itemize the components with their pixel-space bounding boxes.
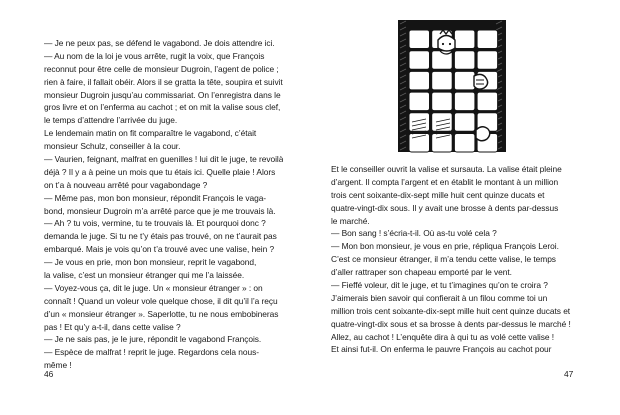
window-pane <box>409 51 430 69</box>
text-line: — Je vous en prie, mon bon monsieur, reprit le vagabond, <box>44 257 257 268</box>
text-line: trois cent soixante-dix-sept mille huit cent quinze ducats et <box>331 189 545 200</box>
text-line: — Bon sang ! s’écria-t-il. Où as-tu volé cela ? <box>331 228 497 239</box>
text-line: — Mon bon monsieur, je vous en prie, répliqua François Leroi. <box>331 241 559 252</box>
text-line: on t’a à nouveau arrêté pour vagabondage ? <box>44 179 208 190</box>
text-line: million trois cent soixante-dix-sept mille huit cent quinze ducats et <box>331 305 571 316</box>
window-pane <box>454 71 475 90</box>
window-pane <box>432 134 453 153</box>
text-line: d’un « monsieur étranger ». Saperlotte, tu ne nous embobineras <box>44 308 279 319</box>
window-pane <box>454 134 475 153</box>
window-pane <box>409 71 430 90</box>
window-pane <box>454 30 475 49</box>
text-line: Allez, au cachot ! L’enquête dira à qui tu as volé cette valise ! <box>331 331 555 342</box>
page-number-right: 47 <box>564 369 574 379</box>
prisoner-eye <box>442 43 444 45</box>
text-line: quatre-vingt-dix sous et sa brosse à dents par-dessus le marché ! <box>331 318 571 329</box>
text-line: gros livre et on l’enferma au cachot ; et on mit la valise sous clef, <box>44 102 281 113</box>
text-line: la valise, c’est un monsieur étranger qui me l’a laissée. <box>44 270 245 281</box>
text-line: demanda le juge. Si tu ne t’y étais pas trouvé, on ne t’aurait pas <box>44 231 277 242</box>
prisoner-head <box>438 36 455 52</box>
text-line: le marché. <box>331 215 370 226</box>
text-line: — Fieffé voleur, dit le juge, et tu t’imagines qu’on te croira ? <box>331 280 548 291</box>
text-line: — Voyez-vous ça, dit le juge. Un « monsieur étranger » : on <box>44 282 263 293</box>
window-pane <box>454 92 475 111</box>
text-line: — Vaurien, feignant, malfrat en guenilles ! lui dit le juge, te revoilà <box>44 154 284 165</box>
text-line: — Je ne peux pas, se défend le vagabond. Je dois attendre ici. <box>44 38 275 48</box>
window-pane <box>454 113 475 132</box>
text-line: Et le conseiller ouvrit la valise et sursauta. La valise était pleine <box>331 164 562 174</box>
text-line: bond, monsieur Dugroin m’a arrêté parce que je me trouvais là. <box>44 205 276 216</box>
text-line: — Même pas, mon bon monsieur, répondit François le vaga- <box>44 192 267 203</box>
window-pane <box>432 71 453 90</box>
text-line: déjà ? Il y a à peine un mois que tu étais ici. Quelle plaie ! Alors <box>44 166 276 177</box>
text-line: même ! <box>44 360 72 371</box>
window-pane <box>477 92 498 111</box>
text-line: C’est ce monsieur étranger, il m’a tendu cette valise, le temps <box>331 254 556 265</box>
text-line: Et ainsi fut-il. On enferma le pauvre François au cachot pour <box>331 344 552 355</box>
text-line: — Je ne sais pas, je le jure, répondit le vagabond François. <box>44 334 262 345</box>
window-pane <box>477 51 498 69</box>
text-line: pas ! Et qu’y a-t-il, dans cette valise ? <box>44 321 181 332</box>
text-line: quatre-vingt-dix sous. Il y avait une brosse à dents par-dessus <box>331 202 559 213</box>
text-line: — Espèce de malfrat ! reprit le juge. Regardons cela nous- <box>44 347 259 358</box>
window-pane <box>409 30 430 49</box>
prisoner-hand <box>474 74 488 89</box>
text-line: connaît ! Quand un voleur vole quelque chose, il dit qu’il l’a reçu <box>44 295 278 306</box>
window-pane <box>409 92 430 111</box>
right-page <box>310 0 620 415</box>
left-page-text <box>44 37 283 372</box>
jail-window-illustration <box>396 18 508 154</box>
text-line: embarqué. Mais je vois qu’on t’a trouvé avec une valise, hein ? <box>44 244 275 255</box>
text-line: d’argent. Il compta l’argent et en établit le montant à un million <box>331 176 559 187</box>
page-number-left: 46 <box>44 369 54 379</box>
prisoner-hand <box>476 127 490 141</box>
text-line: monsieur Dugroin jusqu’au commissariat. On l’enregistra dans le <box>44 89 281 100</box>
window-pane <box>454 51 475 69</box>
text-line: rien à faire, il fallait obéir. Alors il se gratta la tête, soupira et suivit <box>44 76 283 87</box>
text-line: Le lendemain matin on fit comparaître le vagabond, c’était <box>44 128 257 139</box>
text-line: reconnut pour être celle de monsieur Dugroin, l’agent de police ; <box>44 63 279 74</box>
window-pane <box>477 30 498 49</box>
text-line: d’aller rattraper son chapeau emporté par le vent. <box>331 267 512 278</box>
text-line: le temps d’attendre l’arrivée du juge. <box>44 115 178 126</box>
window-pane <box>432 92 453 111</box>
text-line: — Ah ? tu vois, vermine, tu te trouvais là. Et pourquoi donc ? <box>44 218 266 229</box>
text-line: — Au nom de la loi je vous arrête, rugit la voix, que François <box>44 50 265 61</box>
text-line: monsieur Schulz, conseiller à la cour. <box>44 141 181 152</box>
text-line: J’aimerais bien savoir qui confierait à un filou comme toi un <box>331 292 548 303</box>
prisoner-eye <box>449 43 451 45</box>
right-page-text <box>331 163 571 356</box>
